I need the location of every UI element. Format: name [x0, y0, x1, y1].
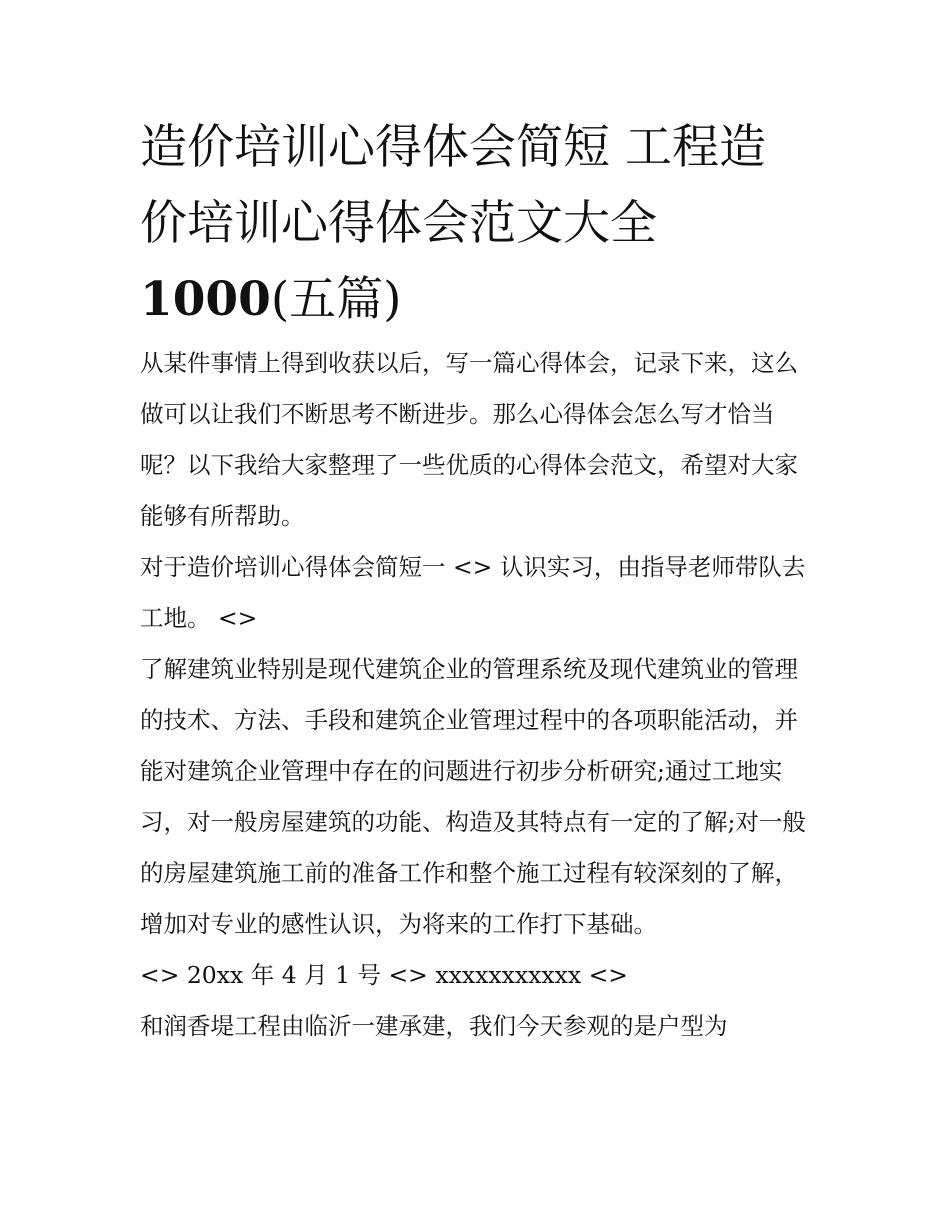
paragraph-section-one: 对于造价培训心得体会简短一 <> 认识实习，由指导老师带队去工地。 <>	[140, 553, 806, 632]
document-title	[140, 110, 820, 338]
title-suffix: (五篇)	[270, 272, 402, 327]
title-line-1: 造价培训心得体会简短 工程造	[140, 120, 766, 175]
document-page	[140, 110, 820, 1052]
paragraph-date: <> 20xx 年 4 月 1 号 <> xxxxxxxxxxx <>	[140, 961, 628, 989]
paragraph-project: 和润香堤工程由临沂一建承建，我们今天参观的是户型为	[140, 1012, 728, 1040]
paragraph-purpose: 了解建筑业特别是现代建筑企业的管理系统及现代建筑业的管理的技术、方法、手段和建筑企业管理过程中的各项职能活动，并能对建筑企业管理中存在的问题进行初步分析研究;通过工地实习，对一般房屋建筑的功能、构造及其特点有一定的了解;对一般的房屋建筑施工前的准备工作和整个施工过程有较深刻的了解，增加对专业的感性认识，为将来的工作打下基础。	[140, 655, 806, 938]
paragraph-intro: 从某件事情上得到收获以后，写一篇心得体会，记录下来，这么做可以让我们不断思考不断进步。那么心得体会怎么写才恰当呢？以下我给大家整理了一些优质的心得体会范文，希望对大家能够有所帮助。	[140, 349, 798, 530]
title-line-2: 价培训心得体会范文大全	[140, 196, 657, 251]
title-number: 1000	[140, 272, 271, 327]
